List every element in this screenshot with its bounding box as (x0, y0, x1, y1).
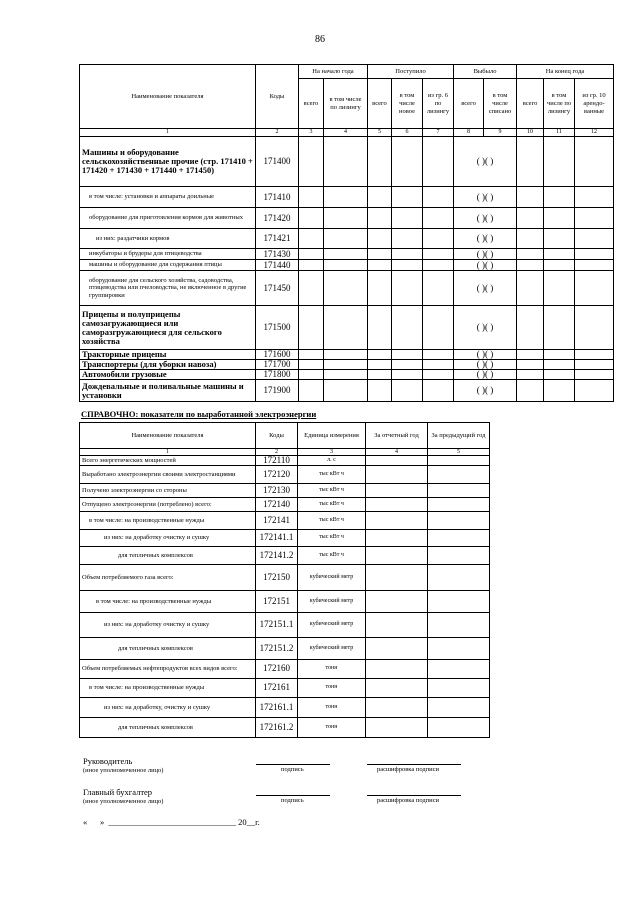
row-code: 172150 (256, 565, 298, 591)
column-numbers-row (80, 449, 490, 456)
row-code: 172151.2 (256, 638, 298, 660)
row-code: 172151.1 (256, 613, 298, 638)
column-numbers-row (80, 129, 614, 137)
date-line: « » ______________________________ 20__г. (83, 817, 260, 827)
row-code: 172151 (256, 591, 298, 613)
row-unit: тыс кВт ч (298, 547, 366, 565)
table-row (80, 360, 614, 370)
retired-parens: ( )( ) (454, 370, 517, 380)
row-name: оборудование для сельского хозяйства, садоводства, птицеводства или пчеловодства, не включенное в другие группировки (80, 271, 256, 306)
row-name: из них: на доработку, очистку и сушку (80, 698, 256, 718)
row-unit: л. с (298, 456, 366, 466)
table-row (80, 380, 614, 402)
row-name: Автомобили грузовые (80, 370, 256, 380)
table-row (80, 613, 490, 638)
table-row (80, 547, 490, 565)
row-code: 171800 (256, 370, 299, 380)
table-row (80, 466, 490, 484)
row-name: из них: раздатчики кормов (80, 229, 256, 249)
header-retired-written: в том числе списано (484, 79, 517, 129)
table-row (80, 591, 490, 613)
colnum: 4 (324, 129, 368, 137)
table-row (80, 638, 490, 660)
header-end: На конец года (517, 65, 614, 79)
row-code: 172141 (256, 512, 298, 530)
header-total: всего (299, 79, 324, 129)
row-name: из них: на доработку очистку и сушку (80, 613, 256, 638)
colnum: 5 (428, 449, 490, 456)
row-code: 171420 (256, 208, 299, 229)
row-unit: тонн (298, 679, 366, 698)
colnum: 7 (423, 129, 454, 137)
row-unit: кубический метр (298, 565, 366, 591)
retired-parens: ( )( ) (454, 260, 517, 271)
row-name: Всего энергетических мощностей (80, 456, 256, 466)
row-name: в том числе: установки и аппараты доильные (80, 187, 256, 208)
table-row (80, 660, 490, 679)
header-total: всего (368, 79, 392, 129)
table-row (80, 306, 614, 350)
accountant-signature-line (256, 795, 330, 796)
row-code: 171440 (256, 260, 299, 271)
row-code: 172110 (256, 456, 298, 466)
header-end-leasing: в том числе по лизингу (544, 79, 575, 129)
row-unit: кубический метр (298, 591, 366, 613)
row-unit: кубический метр (298, 613, 366, 638)
row-name: Объем потребляемого газа всего: (80, 565, 256, 591)
colnum: 3 (299, 129, 324, 137)
header-unit: Единица измерения (298, 423, 366, 449)
colnum: 4 (366, 449, 428, 456)
header-received: Поступило (368, 65, 454, 79)
row-unit: тонн (298, 698, 366, 718)
colnum: 8 (454, 129, 484, 137)
table-row (80, 271, 614, 306)
table-row (80, 484, 490, 498)
row-name: Тракторные прицепы (80, 350, 256, 360)
head-signature-line (256, 764, 330, 765)
row-name: из них: на доработку очистку и сушку (80, 530, 256, 547)
head-label: Руководитель (83, 756, 133, 766)
header-end-gr10: из гр. 10 арендо-ванные (575, 79, 614, 129)
header-total: всего (517, 79, 544, 129)
row-name: Выработано электроэнергии своими электростанциями (80, 466, 256, 484)
accountant-sublabel: (иное уполномоченное лицо) (83, 798, 164, 805)
row-name: в том числе: на производственные нужды (80, 679, 256, 698)
row-code: 171500 (256, 306, 299, 350)
table-row (80, 530, 490, 547)
header-previous-year: За предыдущий год (428, 423, 490, 449)
row-name: для тепличных комплексов (80, 547, 256, 565)
row-name: Отпущено электроэнергии (потреблено) всего: (80, 498, 256, 512)
header-codes: Коды (256, 423, 298, 449)
accountant-decoding-line (367, 795, 461, 796)
colnum: 1 (80, 449, 256, 456)
header-received-new: в том числе новое (392, 79, 423, 129)
electricity-table (79, 422, 490, 738)
row-name: для тепличных комплексов (80, 718, 256, 738)
row-name: Машины и оборудование сельскохозяйственные прочие (стр. 171410 + 171420 + 171430 + 171440 + 171450) (80, 137, 256, 187)
table-row (80, 208, 614, 229)
row-unit: тонн (298, 660, 366, 679)
row-code: 172141.2 (256, 547, 298, 565)
row-unit: тыс кВт ч (298, 498, 366, 512)
header-name: Наименование показателя (80, 65, 256, 129)
retired-parens: ( )( ) (454, 137, 517, 187)
row-code: 172120 (256, 466, 298, 484)
retired-parens: ( )( ) (454, 350, 517, 360)
retired-parens: ( )( ) (454, 380, 517, 402)
table-row (80, 249, 614, 260)
table-row (80, 498, 490, 512)
colnum: 9 (484, 129, 517, 137)
retired-parens: ( )( ) (454, 229, 517, 249)
row-name: Объем потребляемых нефтепродуктов всех видов всего: (80, 660, 256, 679)
head-signature-caption: подпись (281, 766, 304, 773)
table-row (80, 187, 614, 208)
colnum: 2 (256, 449, 298, 456)
accountant-signature-caption: подпись (281, 797, 304, 804)
table-row (80, 718, 490, 738)
header-start-leasing: в том числе по лизингу (324, 79, 368, 129)
row-unit: тыс кВт ч (298, 512, 366, 530)
row-name: в том числе: на производственные нужды (80, 591, 256, 613)
table-row (80, 565, 490, 591)
row-code: 172140 (256, 498, 298, 512)
header-start: На начало года (299, 65, 368, 79)
retired-parens: ( )( ) (454, 271, 517, 306)
retired-parens: ( )( ) (454, 306, 517, 350)
row-code: 172141.1 (256, 530, 298, 547)
table-row (80, 260, 614, 271)
row-unit: тонн (298, 718, 366, 738)
row-name: инкубаторы и брудеры для птицеводства (80, 249, 256, 260)
row-name: Прицепы и полуприцепы самозагружающиеся или саморазгружающиеся для сельского хозяйства (80, 306, 256, 350)
row-code: 171900 (256, 380, 299, 402)
table-row (80, 698, 490, 718)
row-unit: тыс кВт ч (298, 484, 366, 498)
table-row (80, 350, 614, 360)
row-name: Дождевальные и поливальные машины и установки (80, 380, 256, 402)
retired-parens: ( )( ) (454, 187, 517, 208)
row-code: 171421 (256, 229, 299, 249)
accountant-label: Главный бухгалтер (83, 787, 153, 797)
row-name: Транспортеры (для уборки навоза) (80, 360, 256, 370)
row-code: 171400 (256, 137, 299, 187)
accountant-decoding-caption: расшифровка подписи (377, 797, 440, 804)
colnum: 11 (544, 129, 575, 137)
row-unit: тыс кВт ч (298, 530, 366, 547)
head-decoding-caption: расшифровка подписи (377, 766, 440, 773)
table-row (80, 137, 614, 187)
row-code: 171410 (256, 187, 299, 208)
table-row (80, 679, 490, 698)
row-unit: кубический метр (298, 638, 366, 660)
row-code: 171700 (256, 360, 299, 370)
table-row (80, 370, 614, 380)
row-name: машины и оборудование для содержания птицы (80, 260, 256, 271)
row-name: в том числе: на производственные нужды (80, 512, 256, 530)
header-received-gr6: из гр. 6 по лизингу (423, 79, 454, 129)
row-code: 172161.1 (256, 698, 298, 718)
retired-parens: ( )( ) (454, 249, 517, 260)
row-code: 171450 (256, 271, 299, 306)
row-unit: тыс кВт ч (298, 466, 366, 484)
table-row (80, 229, 614, 249)
head-decoding-line (367, 764, 461, 765)
row-name: оборудование для приготовления кормов для животных (80, 208, 256, 229)
colnum: 10 (517, 129, 544, 137)
header-name: Наименование показателя (80, 423, 256, 449)
assets-table (79, 64, 614, 402)
row-code: 171430 (256, 249, 299, 260)
header-total: всего (454, 79, 484, 129)
head-sublabel: (иное уполномоченное лицо) (83, 767, 164, 774)
colnum: 1 (80, 129, 256, 137)
colnum: 12 (575, 129, 614, 137)
reference-title: СПРАВОЧНО: показатели по выработанной электроэнергии (81, 409, 317, 419)
page-number: 86 (315, 34, 325, 45)
colnum: 5 (368, 129, 392, 137)
colnum: 2 (256, 129, 299, 137)
header-retired: Выбыло (454, 65, 517, 79)
header-codes: Коды (256, 65, 299, 129)
row-name: Получено электроэнергии со стороны (80, 484, 256, 498)
colnum: 3 (298, 449, 366, 456)
table-row (80, 512, 490, 530)
retired-parens: ( )( ) (454, 208, 517, 229)
colnum: 6 (392, 129, 423, 137)
row-name: для тепличных комплексов (80, 638, 256, 660)
row-code: 172161 (256, 679, 298, 698)
row-code: 171600 (256, 350, 299, 360)
table-row (80, 456, 490, 466)
row-code: 172161.2 (256, 718, 298, 738)
retired-parens: ( )( ) (454, 360, 517, 370)
header-current-year: За отчетный год (366, 423, 428, 449)
row-code: 172130 (256, 484, 298, 498)
row-code: 172160 (256, 660, 298, 679)
